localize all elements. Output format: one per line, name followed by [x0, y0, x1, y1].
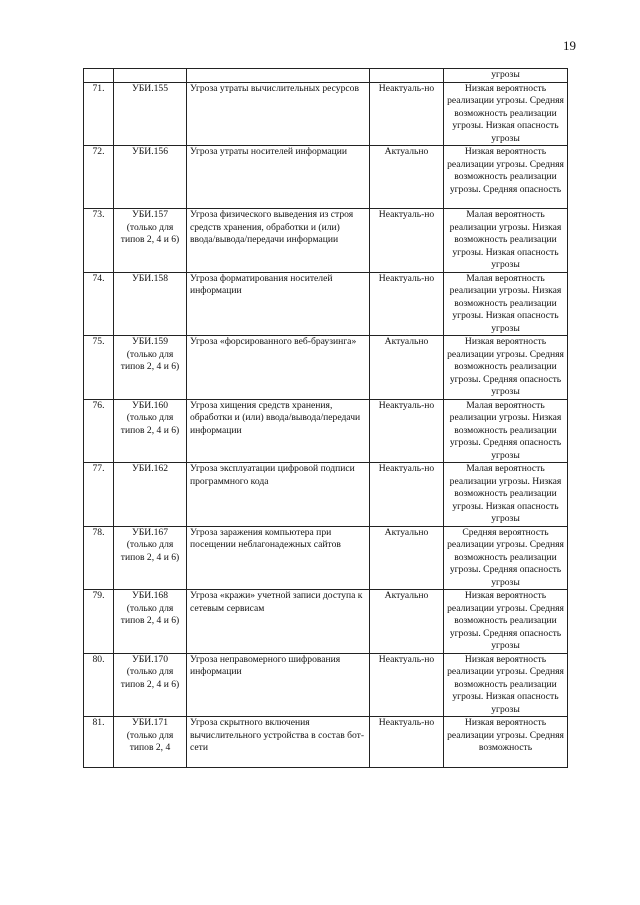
threat-id: УБИ.158	[131, 272, 169, 284]
threat-id-note: (только для типов 2, 4	[126, 729, 174, 753]
cell-num: 75.	[84, 336, 114, 400]
cell-name: Угроза заражения компьютера при посещении неблагонадежных сайтов	[187, 526, 370, 590]
table-row	[84, 717, 568, 768]
cell-num: 73.	[84, 209, 114, 273]
cell-assessment: Средняя вероятность реализации угрозы. Средняя возможность реализации угрозы. Средняя опасность угрозы	[444, 526, 568, 590]
cell-id	[114, 69, 187, 83]
table-row	[84, 209, 568, 273]
cell-name: Угроза хищения средств хранения, обработки и (или) ввода/вывода/передачи информации	[187, 399, 370, 463]
cell-name: Угроза скрытного включения вычислительного устройства в состав бот-сети	[187, 717, 370, 768]
cell-status: Актуально	[370, 590, 444, 654]
cell-assessment: Низкая вероятность реализации угрозы. Средняя возможность реализации угрозы. Средняя опасность угрозы	[444, 590, 568, 654]
threat-id: УБИ.167	[131, 526, 169, 538]
continuation-row	[84, 69, 568, 83]
cell-id	[114, 717, 187, 768]
table-row	[84, 272, 568, 336]
cell-status	[370, 69, 444, 83]
cell-status: Неактуаль-но	[370, 82, 444, 146]
threat-id-note: (только для типов 2, 4 и 6)	[120, 666, 180, 690]
cell-id	[114, 272, 187, 336]
cell-assessment: Малая вероятность реализации угрозы. Низкая возможность реализации угрозы. Низкая опасность угрозы	[444, 463, 568, 527]
threat-table	[83, 68, 568, 768]
cell-assessment: Малая вероятность реализации угрозы. Низкая возможность реализации угрозы. Низкая опасность угрозы	[444, 209, 568, 273]
cell-assessment: угрозы	[444, 69, 568, 83]
cell-name: Угроза «кражи» учетной записи доступа к сетевым сервисам	[187, 590, 370, 654]
cell-name: Угроза неправомерного шифрования информации	[187, 653, 370, 717]
table-row	[84, 590, 568, 654]
cell-num: 80.	[84, 653, 114, 717]
cell-status: Неактуаль-но	[370, 399, 444, 463]
cell-num	[84, 69, 114, 83]
cell-status: Неактуаль-но	[370, 653, 444, 717]
table-row	[84, 82, 568, 146]
cell-status: Неактуаль-но	[370, 209, 444, 273]
threat-id-note: (только для типов 2, 4 и 6)	[120, 412, 180, 436]
cell-assessment: Низкая вероятность реализации угрозы. Средняя возможность реализации угрозы. Низкая опасность угрозы	[444, 653, 568, 717]
cell-name: Угроза форматирования носителей информации	[187, 272, 370, 336]
cell-name: Угроза эксплуатации цифровой подписи программного кода	[187, 463, 370, 527]
cell-num: 81.	[84, 717, 114, 768]
cell-id	[114, 82, 187, 146]
threat-id: УБИ.156	[131, 146, 169, 157]
table-row	[84, 526, 568, 590]
cell-num: 79.	[84, 590, 114, 654]
threat-id-note: (только для типов 2, 4 и 6)	[120, 221, 180, 245]
table-row	[84, 336, 568, 400]
threat-id-note: (только для типов 2, 4 и 6)	[120, 348, 180, 372]
table-row	[84, 399, 568, 463]
page-number: 19	[563, 38, 576, 53]
threat-id: УБИ.168	[131, 590, 169, 601]
cell-num: 76.	[84, 399, 114, 463]
cell-name	[187, 69, 370, 83]
cell-assessment: Низкая вероятность реализации угрозы. Средняя возможность реализации угрозы. Средняя опасность угрозы	[444, 336, 568, 400]
cell-assessment: Низкая вероятность реализации угрозы. Средняя возможность реализации угрозы. Средняя опасность	[444, 146, 568, 209]
cell-id	[114, 590, 187, 654]
threat-id: УБИ.170	[131, 653, 169, 665]
cell-id	[114, 463, 187, 527]
threat-id: УБИ.171	[131, 717, 169, 728]
threat-id: УБИ.157	[131, 209, 169, 220]
cell-assessment: Малая вероятность реализации угрозы. Низкая возможность реализации угрозы. Средняя опасность угрозы	[444, 399, 568, 463]
cell-assessment: Малая вероятность реализации угрозы. Низкая возможность реализации угрозы. Низкая опасность угрозы	[444, 272, 568, 336]
cell-num: 74.	[84, 272, 114, 336]
cell-status: Актуально	[370, 526, 444, 590]
cell-status: Актуально	[370, 336, 444, 400]
cell-id	[114, 399, 187, 463]
cell-num: 78.	[84, 526, 114, 590]
cell-name: Угроза утраты носителей информации	[187, 146, 370, 209]
threat-id: УБИ.160	[131, 399, 169, 411]
cell-id	[114, 336, 187, 400]
cell-id	[114, 526, 187, 590]
cell-status: Актуально	[370, 146, 444, 209]
threat-id: УБИ.155	[131, 82, 169, 94]
cell-num: 71.	[84, 82, 114, 146]
cell-status: Неактуаль-но	[370, 463, 444, 527]
table-row	[84, 463, 568, 527]
cell-assessment: Низкая вероятность реализации угрозы. Средняя возможность реализации угрозы. Низкая опасность угрозы	[444, 82, 568, 146]
threat-id: УБИ.162	[131, 463, 169, 474]
threat-id-note: (только для типов 2, 4 и 6)	[120, 539, 180, 563]
cell-name: Угроза утраты вычислительных ресурсов	[187, 82, 370, 146]
cell-assessment: Низкая вероятность реализации угрозы. Средняя возможность	[444, 717, 568, 768]
threat-id-note: (только для типов 2, 4 и 6)	[120, 602, 180, 626]
cell-name: Угроза физического выведения из строя средств хранения, обработки и (или) ввода/вывода/передачи информации	[187, 209, 370, 273]
cell-status: Неактуаль-но	[370, 717, 444, 768]
table-row	[84, 146, 568, 209]
cell-num: 72.	[84, 146, 114, 209]
cell-name: Угроза «форсированного веб-браузинга»	[187, 336, 370, 400]
cell-status: Неактуаль-но	[370, 272, 444, 336]
threat-id: УБИ.159	[131, 336, 169, 347]
cell-id	[114, 653, 187, 717]
cell-id	[114, 146, 187, 209]
cell-id	[114, 209, 187, 273]
table-row	[84, 653, 568, 717]
cell-num: 77.	[84, 463, 114, 527]
